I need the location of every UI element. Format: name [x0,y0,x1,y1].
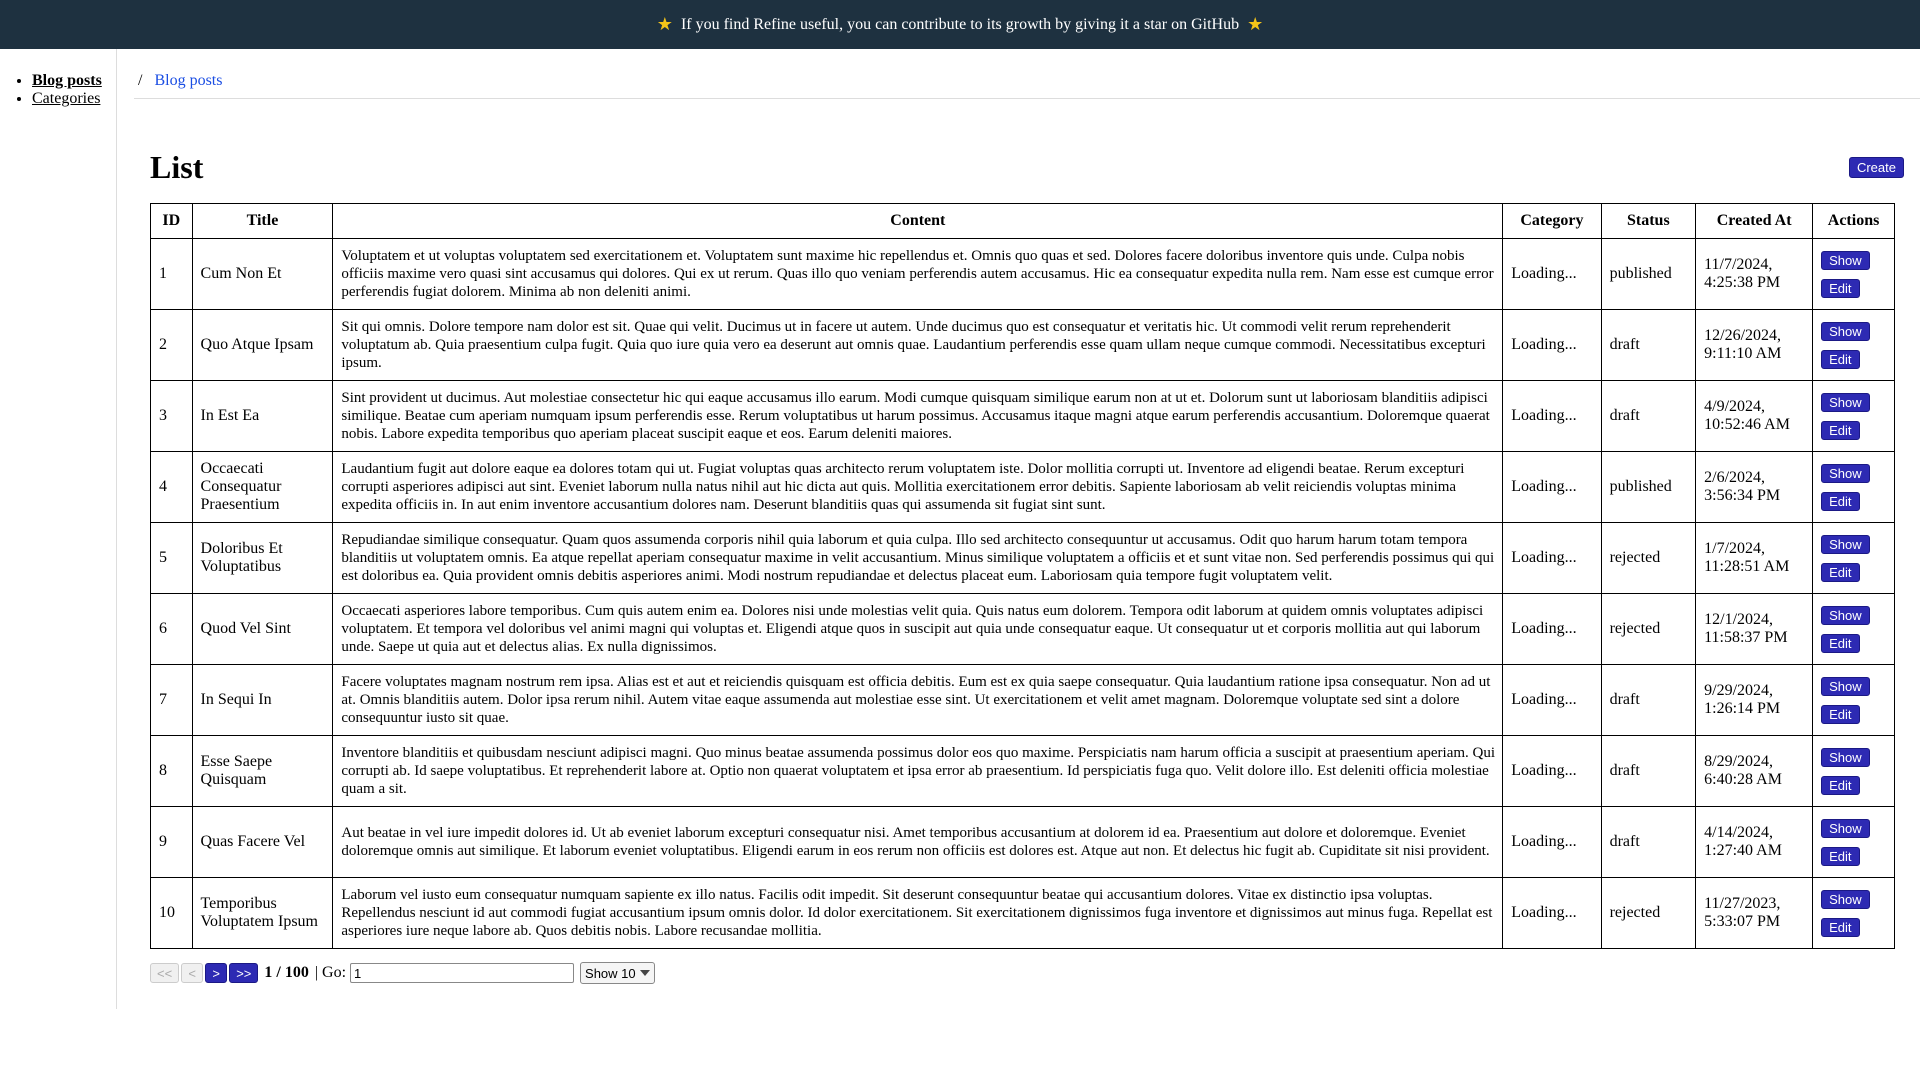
edit-button[interactable]: Edit [1821,350,1859,369]
pagination [150,962,1904,984]
cell-created-at: 2/6/2024, 3:56:34 PM [1696,452,1813,523]
last-page-button[interactable]: >> [229,963,258,983]
cell-content: Voluptatem et ut voluptas voluptatem sed exercitationem et. Voluptatem sunt maxime hic repellendus et. Omnis quo quas et sed. Dolores facere doloribus inventore quis unde. Culpa nobis officiis maxime vero quasi sint accusamus qui dolores. Qui ex ut rerum. Quas illo quo veniam perferendis autem accusamus. Hic ea consequatur expedita nulla rem. Nam esse est cumque error perferendis fugiat dolorem. Minima ab non deleniti animi. [333,239,1503,310]
edit-button[interactable]: Edit [1821,847,1859,866]
cell-category: Loading... [1503,736,1601,807]
cell-status: draft [1601,736,1696,807]
cell-category: Loading... [1503,310,1601,381]
edit-button[interactable]: Edit [1821,563,1859,582]
cell-content: Laudantium fugit aut dolore eaque ea dolores totam qui ut. Fugiat voluptas quas architecto rerum voluptatem iste. Dolor mollitia corrupti ut. Inventore ad eligendi beatae. Rerum excepturi corrupti asperiores adipisci aut sint. Eveniet laborum nulla natus nihil aut hic dicta aut quis. Mollitia exercitationem error debitis. Sapiente laboriosam ab velit reiciendis voluptas minima expedita officiis in. In aut enim inventore accusantium dolores nam. Deserunt blanditiis quas qui assumenda sit fugiat sint sunt. [333,452,1503,523]
cell-title: Doloribus Et Voluptatibus [192,523,333,594]
breadcrumb-blog-posts[interactable]: Blog posts [154,72,223,89]
cell-content: Inventore blanditiis et quibusdam nesciunt adipisci magni. Quo minus beatae assumenda possimus dolor eos quo maxime. Perspiciatis nam harum officia a suscipit at praesentium aperiam. Qui corrupti ab. Id saepe voluptatibus. Et reprehenderit labore at. Optio non quaerat voluptatem et ipsa error ab praesentium. Id perspiciatis fuga quo. Velit dolore illo. Est deleniti officia molestiae quam a sit. [333,736,1503,807]
cell-status: rejected [1601,878,1696,949]
cell-status: rejected [1601,594,1696,665]
cell-status: draft [1601,381,1696,452]
next-page-button[interactable]: > [205,963,227,983]
table-row [151,594,1895,665]
table-row [151,239,1895,310]
show-button[interactable]: Show [1821,606,1870,625]
show-button[interactable]: Show [1821,677,1870,696]
table-row [151,878,1895,949]
show-button[interactable]: Show [1821,890,1870,909]
edit-button[interactable]: Edit [1821,492,1859,511]
cell-content: Facere voluptates magnam nostrum rem ipsa. Alias est et aut et reiciendis quisquam est officia debitis. Eum est ex quia saepe consequatur. Quia laudantium ratione ipsa consequatur. Non ad ut at. Omnis blanditiis autem. Dolor ipsa rerum nihil. Autem vitae eaque assumenda aut molestiae esse sint. Ut exercitationem et velit amet magnam. Doloremque voluptate sed sint a dolore consequuntur iusto sit quae. [333,665,1503,736]
cell-content: Repudiandae similique consequatur. Quam quos assumenda corporis nihil quia laborum et quia culpa. Illo sed architecto consequuntur ut accusamus. Odit quo harum harum totam tempora blanditiis ut voluptatem omnis. Ea atque repellat aperiam consequatur maxime in velit accusantium. Minus similique voluptatem a officiis et et sunt vitae non. Sed perferendis possimus qui qui est doloribus ea. Quia provident omnis debitis asperiores animi. Modi nostrum repudiandae et delectus placeat eum. Laboriosam quia tempore fugit voluptatem velit. [333,523,1503,594]
page-size-select[interactable] [580,962,655,984]
cell-actions [1813,665,1895,736]
show-button[interactable]: Show [1821,748,1870,767]
edit-button[interactable]: Edit [1821,421,1859,440]
cell-id: 2 [151,310,193,381]
cell-created-at: 12/26/2024, 9:11:10 AM [1696,310,1813,381]
cell-title: In Sequi In [192,665,333,736]
col-header-content[interactable]: Content [333,204,1503,239]
posts-table [150,203,1895,949]
cell-content: Occaecati asperiores labore temporibus. Cum quis autem enim ea. Dolores nisi unde molestias velit quia. Quis natus eum dolorem. Tempora odit laborum at quidem omnis voluptates adipisci voluptatem. Et tempora vel doloribus vel animi magni qui voluptas et. Eligendi atque quos in suscipit aut quia unde consequatur eaque. Ut consequatur ut et corporis mollitia aut qui laborum unde. Saepe ut quia aut et delectus alias. Ex nulla dignissimos. [333,594,1503,665]
col-header-actions: Actions [1813,204,1895,239]
cell-category: Loading... [1503,594,1601,665]
first-page-button[interactable]: << [150,963,179,983]
cell-status: rejected [1601,523,1696,594]
cell-id: 1 [151,239,193,310]
table-row [151,736,1895,807]
cell-id: 4 [151,452,193,523]
prev-page-button[interactable]: < [181,963,203,983]
banner-text: If you find Refine useful, you can contribute to its growth by giving it a star on GitHub [680,15,1240,33]
table-row [151,381,1895,452]
cell-actions [1813,594,1895,665]
cell-category: Loading... [1503,381,1601,452]
star-icon: ★ [1247,14,1264,34]
chevron-down-icon [640,970,650,976]
cell-status: draft [1601,665,1696,736]
cell-content: Sint provident ut ducimus. Aut molestiae consectetur hic qui eaque accusamus illo earum. Modi cumque quisquam similique earum non at ut et. Dolorum sunt ut laboriosam blanditiis adipisci similique. Beatae cum aperiam numquam ipsum perferendis esse. Rerum voluptatibus ut harum possimus. Accusamus itaque magni atque earum perferendis accusantium. Doloremque quaerat nobis. Labore expedita temporibus quo aperiam placeat suscipit eaque et eos. Earum deleniti maiores. [333,381,1503,452]
cell-created-at: 8/29/2024, 6:40:28 AM [1696,736,1813,807]
cell-title: Esse Saepe Quisquam [192,736,333,807]
cell-category: Loading... [1503,239,1601,310]
edit-button[interactable]: Edit [1821,634,1859,653]
table-row [151,807,1895,878]
show-button[interactable]: Show [1821,393,1870,412]
page-size-value: Show 10 [585,965,636,981]
cell-title: Temporibus Voluptatem Ipsum [192,878,333,949]
table-header-row [151,204,1895,239]
show-button[interactable]: Show [1821,464,1870,483]
cell-id: 6 [151,594,193,665]
cell-actions [1813,239,1895,310]
cell-created-at: 11/7/2024, 4:25:38 PM [1696,239,1813,310]
cell-created-at: 4/14/2024, 1:27:40 AM [1696,807,1813,878]
cell-created-at: 1/7/2024, 11:28:51 AM [1696,523,1813,594]
cell-actions [1813,878,1895,949]
cell-status: published [1601,452,1696,523]
cell-category: Loading... [1503,807,1601,878]
cell-id: 8 [151,736,193,807]
cell-title: Quas Facere Vel [192,807,333,878]
cell-content: Laborum vel iusto eum consequatur numquam sapiente ex illo natus. Facilis odit impedit. Sit deserunt consequuntur beatae qui accusantium dolores. Vitae ex distinctio ipsa voluptas. Repellendus nesciunt id aut commodi fugiat accusantium ipsum omnis dolor. Id dolor exercitationem. Sit exercitationem dignissimos fuga inventore et dignissimos aut minus fuga. Repellat est asperiores iure neque labore ab. Quos debitis nobis. Labore recusandae mollitia. [333,878,1503,949]
go-to-page-input[interactable] [350,963,574,983]
cell-actions [1813,523,1895,594]
col-header-status[interactable]: Status [1601,204,1696,239]
cell-actions [1813,310,1895,381]
cell-status: draft [1601,807,1696,878]
cell-category: Loading... [1503,523,1601,594]
sidebar-item-blog-posts[interactable]: Blog posts [32,72,102,89]
cell-actions [1813,381,1895,452]
col-header-created-at[interactable]: Created At [1696,204,1813,239]
create-button[interactable]: Create [1849,157,1904,178]
show-button[interactable]: Show [1821,535,1870,554]
table-row [151,523,1895,594]
cell-status: draft [1601,310,1696,381]
col-header-category[interactable]: Category [1503,204,1601,239]
cell-created-at: 9/29/2024, 1:26:14 PM [1696,665,1813,736]
cell-actions [1813,807,1895,878]
cell-title: Quod Vel Sint [192,594,333,665]
show-button[interactable]: Show [1821,322,1870,341]
col-header-id[interactable]: ID [151,204,193,239]
cell-category: Loading... [1503,878,1601,949]
breadcrumb [134,49,1920,99]
cell-content: Sit qui omnis. Dolore tempore nam dolor est sit. Quae qui velit. Ducimus ut in facere ut autem. Unde ducimus quo est consequatur et veritatis hic. Ut commodi velit rerum reprehenderit voluptatum ab. Quia praesentium culpa fugit. Quia quo iure quia vero ea deserunt aut omnis quae. Laudantium perferendis esse quam ullam neque cumque commodi. Necessitatibus excepturi ipsum. [333,310,1503,381]
cell-title: Quo Atque Ipsam [192,310,333,381]
cell-id: 3 [151,381,193,452]
edit-button[interactable]: Edit [1821,918,1859,937]
cell-actions [1813,452,1895,523]
cell-status: published [1601,239,1696,310]
edit-button[interactable]: Edit [1821,705,1859,724]
cell-id: 5 [151,523,193,594]
go-label: | Go: [314,964,347,981]
edit-button[interactable]: Edit [1821,279,1859,298]
page-title: List [150,148,204,185]
edit-button[interactable]: Edit [1821,776,1859,795]
cell-id: 9 [151,807,193,878]
table-row [151,452,1895,523]
show-button[interactable]: Show [1821,819,1870,838]
cell-created-at: 4/9/2024, 10:52:46 AM [1696,381,1813,452]
col-header-title[interactable]: Title [192,204,333,239]
cell-title: Occaecati Consequatur Praesentium [192,452,333,523]
main-area [117,49,1920,1009]
cell-category: Loading... [1503,452,1601,523]
cell-id: 10 [151,878,193,949]
breadcrumb-separator: / [138,72,143,89]
cell-category: Loading... [1503,665,1601,736]
cell-created-at: 11/27/2023, 5:33:07 PM [1696,878,1813,949]
sidebar-item-categories[interactable]: Categories [32,90,101,107]
cell-actions [1813,736,1895,807]
page-info: 1 / 100 [264,964,309,981]
star-icon: ★ [656,14,673,34]
cell-title: Cum Non Et [192,239,333,310]
table-row [151,665,1895,736]
cell-id: 7 [151,665,193,736]
table-row [151,310,1895,381]
show-button[interactable]: Show [1821,251,1870,270]
github-star-banner[interactable] [0,0,1920,49]
cell-title: In Est Ea [192,381,333,452]
cell-created-at: 12/1/2024, 11:58:37 PM [1696,594,1813,665]
cell-content: Aut beatae in vel iure impedit dolores id. Ut ab eveniet laborum excepturi consequatur nisi. Amet temporibus accusantium at dolorem id ea. Praesentium aut dolore et doloremque. Eveniet doloremque omnis aut similique. Et laborum eveniet voluptatibus. Eligendi earum in eos rerum non officiis est dolores est. Atque aut non. Et delectus hic fugit ab. Cupiditate sit nisi provident. [333,807,1503,878]
sidebar [0,49,117,1009]
